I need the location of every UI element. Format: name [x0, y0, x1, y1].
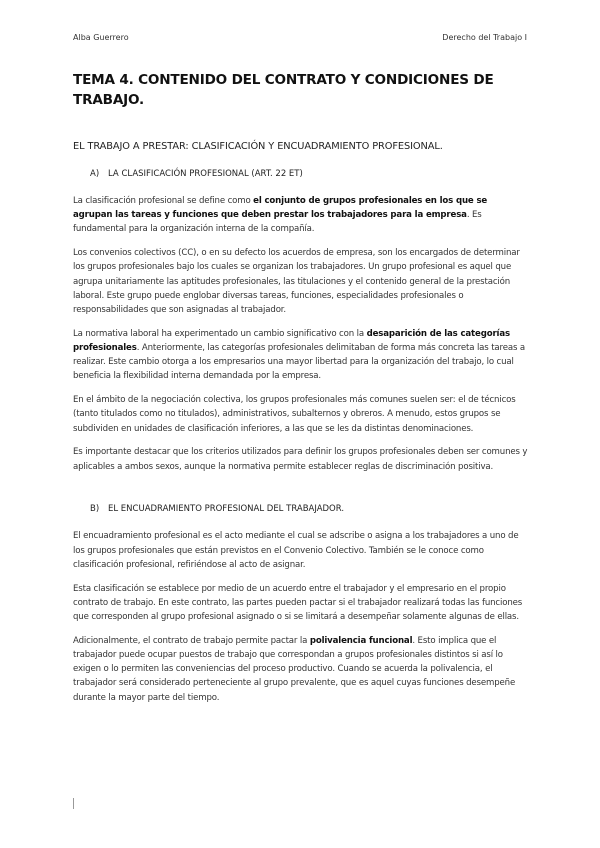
- subsection-b-heading: [90, 503, 528, 515]
- paragraph-a3: La normativa laboral ha experimentado un cambio significativo con la desaparición de las categorías profesionales. Anteriormente, las categorías profesionales delimitaban de forma más concreta las tareas a realizar. Este cambio otorga a los empresarios una mayor libertad para la organización del trabajo, lo cual beneficia la flexibilidad interna demandada por la empresa.: [73, 328, 526, 382]
- page-header: [73, 33, 527, 42]
- section-title: EL TRABAJO A PRESTAR: CLASIFICACIÓN Y ENCUADRAMIENTO PROFESIONAL.: [73, 141, 443, 152]
- document-body: [73, 70, 528, 714]
- paragraph-a1: La clasificación profesional se define como el conjunto de grupos profesionales en los que se agrupan las tareas y funciones que deben prestar los trabajadores para la empresa. Es fundamental para la organización interna de la compañía.: [73, 196, 488, 235]
- paragraph-b2: Esta clasificación se establece por medio de un acuerdo entre el trabajador y el empresario en el propio contrato de trabajo. En este contrato, las partes pueden pactar si el trabajador realizará todas las funciones que corresponden al grupo profesional asignado o si se limitará a desempeñar solamente algunas de ellas.: [73, 583, 523, 623]
- page-title: TEMA 4. CONTENIDO DEL CONTRATO Y CONDICIONES DE TRABAJO.: [73, 72, 494, 108]
- subsection-b-marker: B): [90, 504, 100, 515]
- paragraph-b3: Adicionalmente, el contrato de trabajo permite pactar la polivalencia funcional. Esto implica que el trabajador puede ocupar puestos de trabajo que correspondan a grupos profesionales distintos si así lo exigen o lo permiten las conveniencias del proceso productivo. Cuando se acuerda la polivalencia, el trabajador será considerado perteneciente al grupo prevalente, que es aquel cuyas funciones desempeñe durante la mayor parte del tiempo.: [73, 635, 516, 703]
- subsection-a-heading: [90, 168, 528, 180]
- header-subject: Derecho del Trabajo I: [442, 33, 527, 42]
- header-author: Alba Guerrero: [73, 33, 129, 42]
- page-edge-marker: [73, 798, 74, 809]
- subsection-a-label: LA CLASIFICACIÓN PROFESIONAL (ART. 22 ET): [108, 169, 303, 179]
- subsection-a-marker: A): [90, 169, 100, 179]
- paragraph-b1: El encuadramiento profesional es el acto mediante el cual se adscribe o asigna a los trabajadores a uno de los grupos profesionales que están previstos en el Convenio Colectivo. También se le conoce como clasificación profesional, refiriéndose al acto de asignar.: [73, 531, 519, 570]
- subsection-b-label: EL ENCUADRAMIENTO PROFESIONAL DEL TRABAJADOR.: [108, 504, 345, 515]
- paragraph-a2: Los convenios colectivos (CC), o en su defecto los acuerdos de empresa, son los encargados de determinar los grupos profesionales bajo los cuales se organizan los trabajadores. Un grupo profesional es aquel que agrupa unitariamente las aptitudes profesionales, las titulaciones y el contenido general de la prestación laboral. Este grupo puede englobar diversas tareas, funciones, especialidades profesionales o responsabilidades que son asignadas al trabajador.: [73, 248, 520, 316]
- paragraph-a5: Es importante destacar que los criterios utilizados para definir los grupos profesionales deben ser comunes y aplicables a ambos sexos, aunque la normativa permite establecer reglas de discriminación positiva.: [73, 447, 528, 472]
- paragraph-a4: En el ámbito de la negociación colectiva, los grupos profesionales más comunes suelen ser: el de técnicos (tanto titulados como no titulados), administrativos, subalternos y obreros. A menudo, estos grupos se subdividen en unidades de clasificación inferiores, a las que se les da distintas denominaciones.: [73, 395, 516, 434]
